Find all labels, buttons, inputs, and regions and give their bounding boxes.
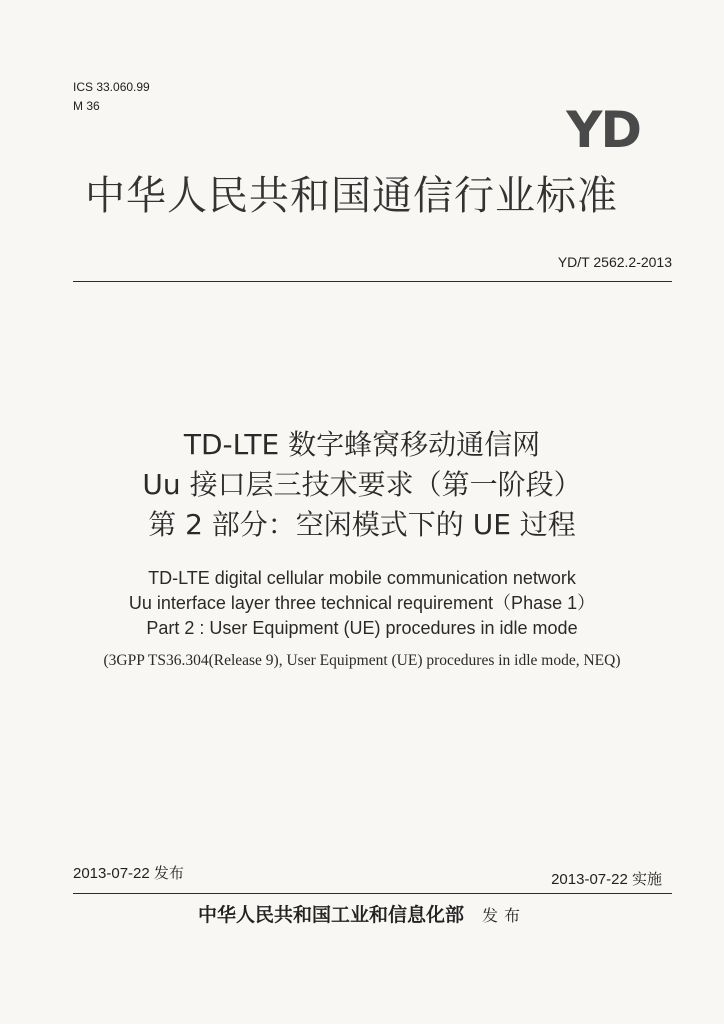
footer-divider — [73, 893, 672, 894]
chinese-title-block — [0, 425, 724, 545]
publisher-line — [0, 900, 724, 927]
chinese-title-line-2: Uu 接口层三技术要求（第一阶段） — [142, 468, 582, 501]
standard-title: 中华人民共和国通信行业标准 — [85, 173, 618, 219]
english-title-line-2: Uu interface layer three technical requirement（Phase 1） — [128, 593, 596, 613]
english-title-block — [0, 566, 724, 641]
header-divider — [73, 281, 672, 282]
standard-number: YD/T 2562.2-2013 — [557, 254, 672, 270]
classification-codes — [73, 78, 150, 116]
english-title-line-1: TD-LTE digital cellular mobile communication network — [148, 568, 576, 588]
chinese-title-line-1: TD-LTE 数字蜂窝移动通信网 — [183, 428, 541, 461]
issue-date: 2013-07-22 发布 — [73, 865, 184, 882]
publisher-suffix: 发布 — [482, 906, 527, 925]
publisher-name: 中华人民共和国工业和信息化部 — [197, 904, 464, 926]
category-code: M 36 — [73, 99, 100, 113]
yd-logo — [548, 101, 640, 159]
chinese-title-line-3: 第 2 部分：空闲模式下的 UE 过程 — [148, 508, 576, 541]
ics-code: ICS 33.060.99 — [73, 80, 150, 94]
yd-logo-text: YD — [566, 101, 640, 159]
english-title-line-3: Part 2 : User Equipment (UE) procedures in idle mode — [146, 618, 578, 638]
reference-standard: (3GPP TS36.304(Release 9), User Equipment (UE) procedures in idle mode, NEQ) — [103, 652, 621, 669]
implementation-date: 2013-07-22 实施 — [551, 871, 662, 888]
